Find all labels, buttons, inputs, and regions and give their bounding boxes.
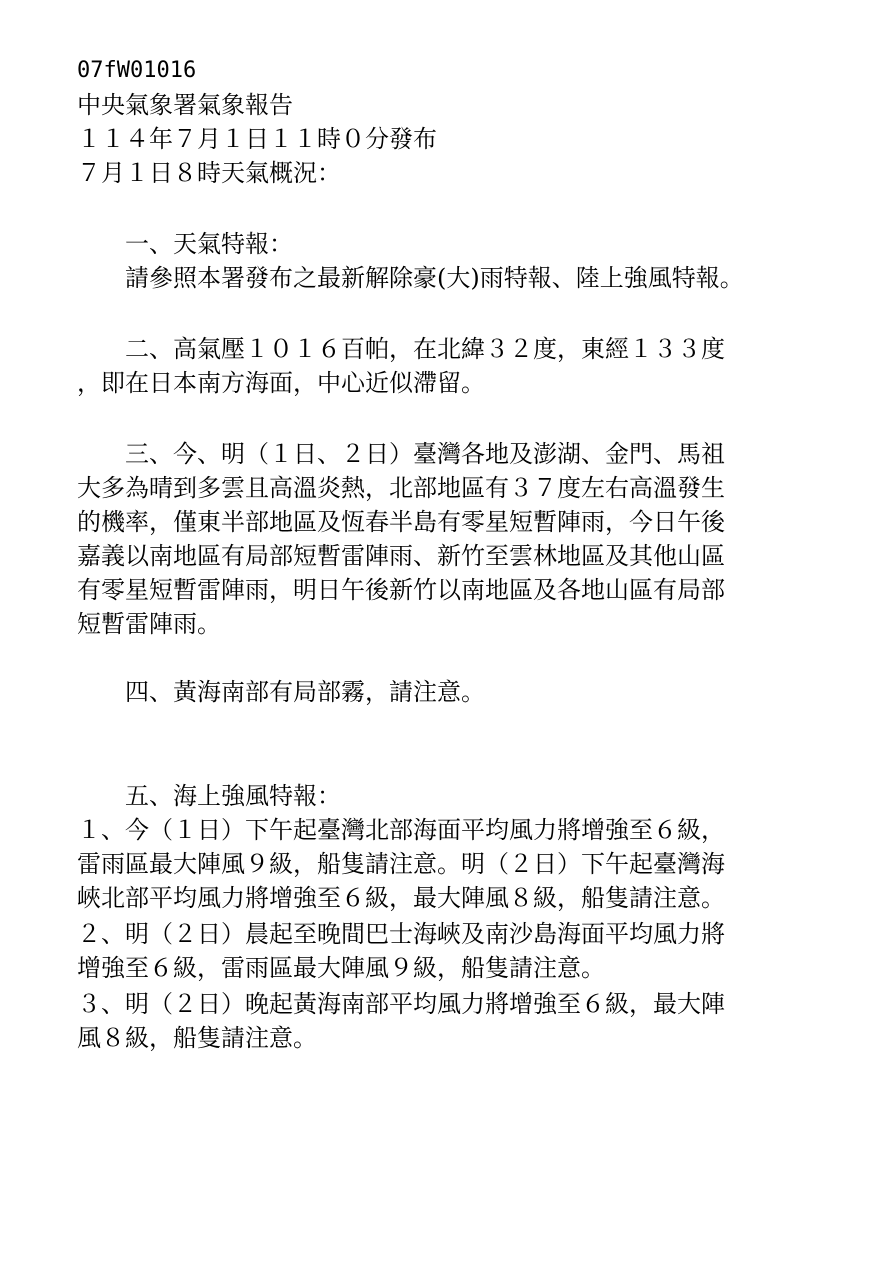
issue-time: １１４年７月１日１１時０分發布	[77, 125, 437, 153]
section-3-line: 嘉義以南地區有局部短暫雷陣雨、新竹至雲林地區及其他山區	[77, 542, 725, 570]
section-5-line: 峽北部平均風力將增強至６級，最大陣風８級，船隻請注意。	[77, 884, 725, 912]
section-3-line: 大多為晴到多雲且高溫炎熱，北部地區有３７度左右高溫發生	[77, 474, 725, 502]
document-code: 07fW01016	[77, 58, 197, 83]
section-5-line: ２、明（２日）晨起至晚間巴士海峽及南沙島海面平均風力將	[77, 920, 725, 948]
section-3-line: 短暫雷陣雨。	[77, 610, 221, 638]
section-5-line: 雷雨區最大陣風９級，船隻請注意。明（２日）下午起臺灣海	[77, 850, 725, 878]
section-2-line: ，即在日本南方海面，中心近似滯留。	[77, 369, 485, 397]
section-5-heading: 五、海上強風特報：	[77, 782, 341, 810]
section-4-text: 四、黃海南部有局部霧，請注意。	[77, 678, 485, 706]
section-5-line: 增強至６級，雷雨區最大陣風９級，船隻請注意。	[77, 954, 605, 982]
overview-heading: ７月１日８時天氣概況：	[77, 159, 341, 187]
section-3-line: 有零星短暫雷陣雨，明日午後新竹以南地區及各地山區有局部	[77, 576, 725, 604]
section-5-line: ３、明（２日）晚起黃海南部平均風力將增強至６級，最大陣	[77, 990, 725, 1018]
section-3-line: 三、今、明（１日、２日）臺灣各地及澎湖、金門、馬祖	[77, 440, 725, 468]
section-1-heading: 一、天氣特報：	[77, 230, 293, 258]
section-5-line: １、今（１日）下午起臺灣北部海面平均風力將增強至６級，	[77, 816, 725, 844]
section-1-text: 請參照本署發布之最新解除豪(大)雨特報、陸上強風特報。	[77, 264, 744, 292]
section-5-line: 風８級，船隻請注意。	[77, 1024, 317, 1052]
document-title: 中央氣象署氣象報告	[77, 91, 293, 119]
section-3-line: 的機率，僅東半部地區及恆春半島有零星短暫陣雨，今日午後	[77, 508, 725, 536]
section-2-line: 二、高氣壓１０１６百帕，在北緯３２度，東經１３３度	[77, 335, 725, 363]
